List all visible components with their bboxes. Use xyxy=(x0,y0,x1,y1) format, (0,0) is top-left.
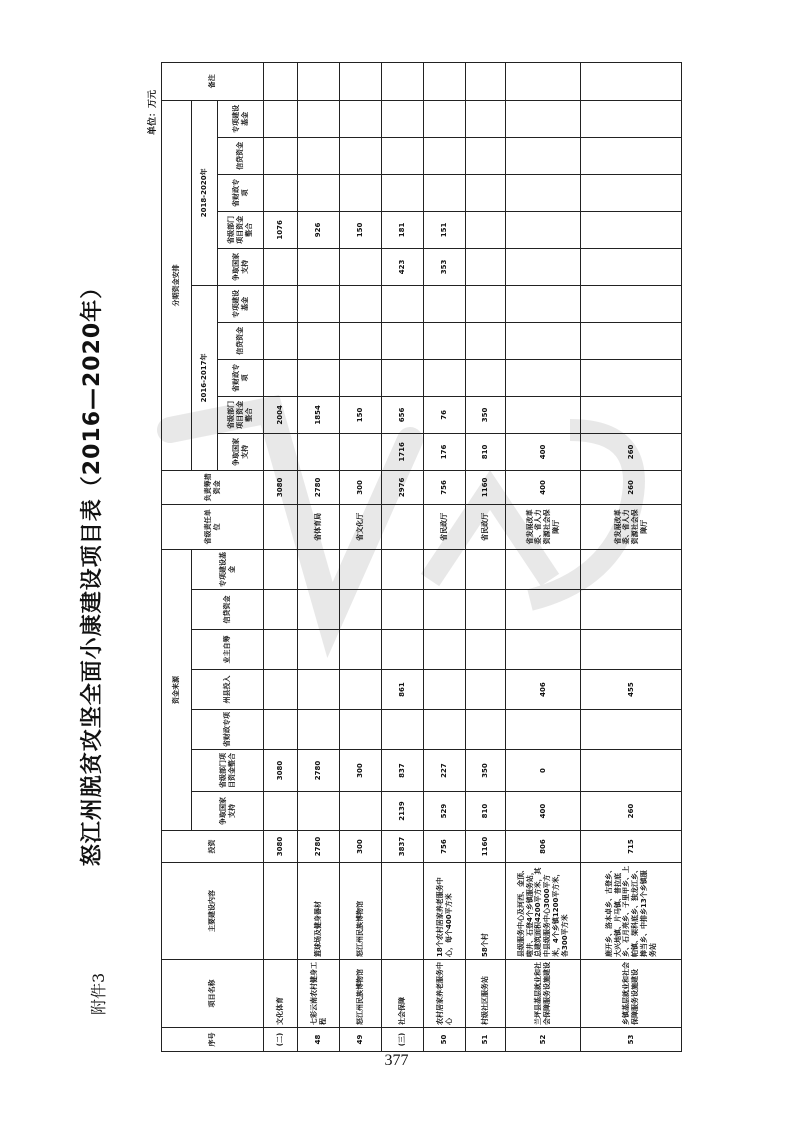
attachment-label: 附件3 xyxy=(89,972,108,1015)
cell-p1-bond xyxy=(581,285,682,322)
cell-p1-dept xyxy=(506,396,581,433)
cell-bond xyxy=(581,549,682,589)
cell-p2-loan xyxy=(298,137,340,174)
cell-p2-central xyxy=(466,248,506,285)
cell-p1-bond xyxy=(424,285,466,322)
cell-funds: 2780 xyxy=(298,470,340,504)
cell-p1-dept: 150 xyxy=(340,396,382,433)
cell-funds: 3080 xyxy=(264,470,298,504)
cell-investment: 1160 xyxy=(466,831,506,863)
header-seq: 序号 xyxy=(162,1028,264,1052)
cell-remark xyxy=(424,62,466,100)
cell-p2-bond xyxy=(382,100,424,137)
cell-prov-fin xyxy=(581,710,682,750)
cell-funds: 300 xyxy=(340,470,382,504)
cell-p2-bond xyxy=(298,100,340,137)
cell-content: 18个农村居家养老服务中心，每个400平方米 xyxy=(424,863,466,960)
cell-prov-dept: 2780 xyxy=(298,750,340,792)
cell-central xyxy=(340,792,382,831)
cell-p2-bond xyxy=(506,100,581,137)
cell-bond xyxy=(506,549,581,589)
header-p2-bonds: 专项建设基金 xyxy=(218,100,264,137)
cell-p1-dept: 350 xyxy=(466,396,506,433)
cell-investment: 3837 xyxy=(382,831,424,863)
cell-investment: 2780 xyxy=(298,831,340,863)
table-row xyxy=(340,62,382,1051)
header-provincial-dept: 省级部门项目资金整合 xyxy=(192,750,264,792)
cell-p2-central xyxy=(340,248,382,285)
cell-loan xyxy=(340,590,382,630)
cell-p2-bond xyxy=(466,100,506,137)
cell-content xyxy=(382,863,424,960)
cell-county xyxy=(340,670,382,710)
cell-enterprise xyxy=(424,630,466,670)
cell-investment: 806 xyxy=(506,831,581,863)
cell-p1-bond xyxy=(506,285,581,322)
cell-funds: 2976 xyxy=(382,470,424,504)
cell-remark xyxy=(382,62,424,100)
cell-p1-dept: 656 xyxy=(382,396,424,433)
header-remarks: 备注 xyxy=(162,62,264,100)
cell-content xyxy=(264,863,298,960)
cell-bond xyxy=(340,549,382,589)
cell-seq: (三) xyxy=(382,1028,424,1052)
header-p2-finance: 省财政专项 xyxy=(218,174,264,211)
cell-seq: 50 xyxy=(424,1028,466,1052)
cell-prov-fin xyxy=(382,710,424,750)
cell-p1-central xyxy=(340,433,382,470)
cell-p1-dept: 1854 xyxy=(298,396,340,433)
header-p2-loans: 信贷资金 xyxy=(218,137,264,174)
cell-seq: 48 xyxy=(298,1028,340,1052)
cell-enterprise xyxy=(466,630,506,670)
cell-seq: 51 xyxy=(466,1028,506,1052)
cell-central: 810 xyxy=(466,792,506,831)
cell-p2-bond xyxy=(264,100,298,137)
cell-loan xyxy=(466,590,506,630)
table-row xyxy=(466,62,506,1051)
cell-p2-fin xyxy=(424,174,466,211)
cell-p2-fin xyxy=(382,174,424,211)
cell-prov-dept: 0 xyxy=(506,750,581,792)
cell-loan xyxy=(264,590,298,630)
cell-prov-dept: 350 xyxy=(466,750,506,792)
cell-p1-central xyxy=(298,433,340,470)
cell-seq: 53 xyxy=(581,1028,682,1052)
cell-prov-dept xyxy=(581,750,682,792)
table-row xyxy=(424,62,466,1051)
cell-prov-fin xyxy=(298,710,340,750)
project-table xyxy=(161,62,682,1052)
cell-name: 文化体育 xyxy=(264,960,298,1028)
cell-p1-central: 400 xyxy=(506,433,581,470)
page-title: 怒江州脱贫攻坚全面小康建设项目表（2016—2020年） xyxy=(80,275,105,867)
cell-seq: (二) xyxy=(264,1028,298,1052)
cell-remark xyxy=(466,62,506,100)
header-p1-bonds: 专项建设基金 xyxy=(218,285,264,322)
cell-enterprise xyxy=(298,630,340,670)
header-name: 项目名称 xyxy=(162,960,264,1028)
cell-unit xyxy=(382,504,424,549)
header-funding-sources: 资金来源 xyxy=(162,549,192,830)
cell-prov-dept: 3080 xyxy=(264,750,298,792)
table-row xyxy=(382,62,424,1051)
cell-county: 406 xyxy=(506,670,581,710)
cell-p1-fin xyxy=(581,359,682,396)
cell-p2-dept xyxy=(506,211,581,248)
cell-p2-dept: 151 xyxy=(424,211,466,248)
cell-seq: 52 xyxy=(506,1028,581,1052)
header-p2-central: 争取国家支持 xyxy=(218,248,264,285)
cell-county: 861 xyxy=(382,670,424,710)
cell-name: 兰坪县基层就业和社会保障服务设施建设 xyxy=(506,960,581,1028)
cell-p1-loan xyxy=(506,322,581,359)
cell-p1-bond xyxy=(382,285,424,322)
cell-p2-dept: 926 xyxy=(298,211,340,248)
cell-p2-loan xyxy=(424,137,466,174)
cell-name: 怒江州民族博物馆 xyxy=(340,960,382,1028)
cell-p2-fin xyxy=(466,174,506,211)
header-investment: 投资 xyxy=(162,831,264,863)
cell-p1-loan xyxy=(424,322,466,359)
cell-unit: 省文化厅 xyxy=(340,504,382,549)
cell-p1-loan xyxy=(382,322,424,359)
cell-content: 县级服务中心及河西、金顶、啦井、石登4个乡镇服务站，总建筑面积4200平方米，其中县级服务中心3000平方米，4个乡镇1200平方米，各300平方米 xyxy=(506,863,581,960)
cell-remark xyxy=(264,62,298,100)
cell-p1-central xyxy=(264,433,298,470)
cell-p2-fin xyxy=(340,174,382,211)
cell-county xyxy=(298,670,340,710)
header-content: 主要建设内容 xyxy=(162,863,264,960)
header-period-1: 2016-2017年 xyxy=(192,285,218,470)
cell-prov-fin xyxy=(340,710,382,750)
header-p2-dept: 省级部门项目资金整合 xyxy=(218,211,264,248)
cell-unit: 省发展改革委、省人力资源社会保障厅 xyxy=(581,504,682,549)
cell-content: 58个村 xyxy=(466,863,506,960)
unit-label: 单位：万元 xyxy=(148,90,158,136)
cell-loan xyxy=(382,590,424,630)
header-responsible-funds: 负责筹措资金 xyxy=(162,470,264,504)
cell-p1-fin xyxy=(424,359,466,396)
cell-prov-dept: 300 xyxy=(340,750,382,792)
header-p1-central: 争取国家支持 xyxy=(218,433,264,470)
cell-loan xyxy=(298,590,340,630)
cell-prov-fin xyxy=(466,710,506,750)
cell-p2-dept xyxy=(466,211,506,248)
cell-enterprise xyxy=(340,630,382,670)
header-central-support: 争取国家支持 xyxy=(192,792,264,831)
cell-p1-fin xyxy=(298,359,340,396)
cell-unit: 省发展改革委、省人力资源社会保障厅 xyxy=(506,504,581,549)
cell-enterprise xyxy=(581,630,682,670)
cell-investment: 300 xyxy=(340,831,382,863)
cell-funds: 400 xyxy=(506,470,581,504)
cell-seq: 49 xyxy=(340,1028,382,1052)
cell-p2-loan xyxy=(506,137,581,174)
cell-p2-central xyxy=(298,248,340,285)
cell-p2-dept: 1076 xyxy=(264,211,298,248)
cell-prov-fin xyxy=(264,710,298,750)
cell-p1-central: 176 xyxy=(424,433,466,470)
cell-p2-loan xyxy=(581,137,682,174)
table-row xyxy=(581,62,682,1051)
cell-remark xyxy=(340,62,382,100)
cell-p1-central: 1716 xyxy=(382,433,424,470)
cell-enterprise xyxy=(506,630,581,670)
cell-funds: 756 xyxy=(424,470,466,504)
cell-prov-fin xyxy=(424,710,466,750)
cell-central: 260 xyxy=(581,792,682,831)
cell-remark xyxy=(581,62,682,100)
cell-p2-bond xyxy=(424,100,466,137)
cell-central: 529 xyxy=(424,792,466,831)
cell-content: 鹿开乡、洛本卓乡、古登乡、大兴地镇、片马镇、普拉底乡、石月亮乡、子里甲乡、上帕镇、架科底乡、独龙江乡、捧当乡、中排乡13个乡镇服务站 xyxy=(581,863,682,960)
header-loans: 信贷资金 xyxy=(192,590,264,630)
cell-investment: 3080 xyxy=(264,831,298,863)
cell-name: 七彩云南农村健身工程 xyxy=(298,960,340,1028)
cell-p2-fin xyxy=(581,174,682,211)
cell-remark xyxy=(506,62,581,100)
cell-p2-loan xyxy=(264,137,298,174)
cell-p2-fin xyxy=(506,174,581,211)
page-number: 377 xyxy=(384,1052,409,1069)
cell-p2-loan xyxy=(382,137,424,174)
cell-content: 怒江州民族博物馆 xyxy=(340,863,382,960)
cell-funds: 1160 xyxy=(466,470,506,504)
cell-p1-bond xyxy=(298,285,340,322)
cell-remark xyxy=(298,62,340,100)
cell-p1-dept: 76 xyxy=(424,396,466,433)
header-p1-finance: 省财政专项 xyxy=(218,359,264,396)
cell-p2-loan xyxy=(466,137,506,174)
cell-p1-fin xyxy=(506,359,581,396)
cell-unit xyxy=(264,504,298,549)
cell-p2-dept: 181 xyxy=(382,211,424,248)
cell-prov-fin xyxy=(506,710,581,750)
cell-content: 篮球场及健身器材 xyxy=(298,863,340,960)
cell-bond xyxy=(382,549,424,589)
cell-p1-loan xyxy=(298,322,340,359)
cell-p1-bond xyxy=(466,285,506,322)
cell-prov-dept: 837 xyxy=(382,750,424,792)
cell-investment: 715 xyxy=(581,831,682,863)
cell-bond xyxy=(424,549,466,589)
cell-central: 400 xyxy=(506,792,581,831)
cell-prov-dept: 227 xyxy=(424,750,466,792)
header-enterprise: 业主自筹 xyxy=(192,630,264,670)
cell-p2-dept xyxy=(581,211,682,248)
cell-p1-loan xyxy=(264,322,298,359)
cell-county xyxy=(466,670,506,710)
cell-funds: 260 xyxy=(581,470,682,504)
cell-p1-fin xyxy=(340,359,382,396)
cell-p1-fin xyxy=(264,359,298,396)
cell-name: 乡镇基层就业和社会保障服务设施建设 xyxy=(581,960,682,1028)
cell-bond xyxy=(466,549,506,589)
table-row xyxy=(264,62,298,1051)
cell-name: 村级社区服务站 xyxy=(466,960,506,1028)
cell-p2-dept: 150 xyxy=(340,211,382,248)
cell-p2-central xyxy=(581,248,682,285)
cell-p1-fin xyxy=(466,359,506,396)
header-provincial-finance: 省财政专项 xyxy=(192,710,264,750)
header-special-bonds: 专项建设基金 xyxy=(192,549,264,589)
cell-bond xyxy=(298,549,340,589)
cell-county xyxy=(424,670,466,710)
cell-p1-bond xyxy=(264,285,298,322)
cell-p2-loan xyxy=(340,137,382,174)
header-responsible-unit: 省级责任单位 xyxy=(162,504,264,549)
cell-name: 农村居家养老服务中心 xyxy=(424,960,466,1028)
cell-p2-central: 423 xyxy=(382,248,424,285)
cell-name: 社会保障 xyxy=(382,960,424,1028)
cell-p1-loan xyxy=(581,322,682,359)
cell-p1-loan xyxy=(466,322,506,359)
cell-unit: 省体育局 xyxy=(298,504,340,549)
header-period-2: 2018-2020年 xyxy=(192,100,218,285)
cell-central xyxy=(298,792,340,831)
cell-enterprise xyxy=(264,630,298,670)
cell-loan xyxy=(424,590,466,630)
table-row xyxy=(298,62,340,1051)
header-phased: 分期资金安排 xyxy=(162,100,192,470)
cell-bond xyxy=(264,549,298,589)
cell-central xyxy=(264,792,298,831)
cell-county xyxy=(264,670,298,710)
cell-p1-fin xyxy=(382,359,424,396)
header-p1-loans: 信贷资金 xyxy=(218,322,264,359)
cell-unit: 省民政厅 xyxy=(466,504,506,549)
cell-p2-fin xyxy=(298,174,340,211)
cell-loan xyxy=(506,590,581,630)
table-row xyxy=(506,62,581,1051)
cell-p2-central xyxy=(506,248,581,285)
cell-enterprise xyxy=(382,630,424,670)
header-p1-dept: 省级部门项目资金整合 xyxy=(218,396,264,433)
cell-county: 455 xyxy=(581,670,682,710)
cell-p2-bond xyxy=(340,100,382,137)
cell-p1-central: 810 xyxy=(466,433,506,470)
header-county-invest: 州县投入 xyxy=(192,670,264,710)
cell-p2-fin xyxy=(264,174,298,211)
cell-p1-dept: 2004 xyxy=(264,396,298,433)
cell-loan xyxy=(581,590,682,630)
cell-p1-dept xyxy=(581,396,682,433)
cell-p2-central xyxy=(264,248,298,285)
cell-p2-central: 353 xyxy=(424,248,466,285)
cell-investment: 756 xyxy=(424,831,466,863)
cell-p1-bond xyxy=(340,285,382,322)
cell-unit: 省民政厅 xyxy=(424,504,466,549)
cell-p2-bond xyxy=(581,100,682,137)
cell-central: 2139 xyxy=(382,792,424,831)
cell-p1-loan xyxy=(340,322,382,359)
cell-p1-central: 260 xyxy=(581,433,682,470)
